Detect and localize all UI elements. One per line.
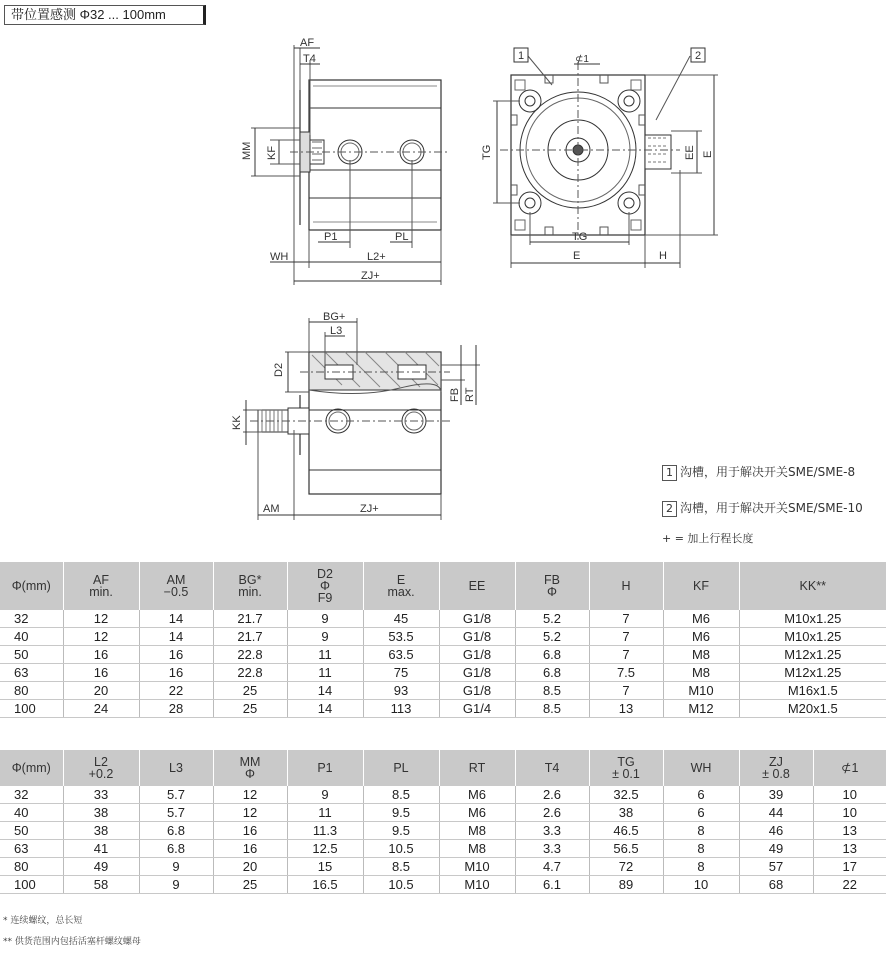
table-cell: 32.5 — [589, 786, 663, 804]
column-header-line: BG* — [238, 573, 262, 587]
table-cell: M8 — [439, 822, 515, 840]
table-cell: 8.5 — [515, 682, 589, 700]
table-cell: 13 — [813, 840, 886, 858]
table-cell: 9 — [139, 858, 213, 876]
column-header-line: P1 — [317, 761, 333, 775]
table-cell: 6.8 — [139, 822, 213, 840]
column-header — [139, 750, 213, 786]
column-header-line: KF — [693, 579, 709, 593]
table-cell: 10 — [813, 804, 886, 822]
table-cell: 11 — [287, 664, 363, 682]
table-cell: 25 — [213, 876, 287, 894]
table-row — [0, 876, 886, 894]
table-cell: 22 — [813, 876, 886, 894]
column-header-line: min. — [238, 585, 262, 599]
label-am: AM — [263, 503, 280, 515]
column-header — [813, 750, 886, 786]
column-header-line: RT — [468, 761, 486, 775]
label-wrench: ⊄1 — [575, 54, 589, 65]
table-cell: 17 — [813, 858, 886, 876]
table-cell: 14 — [139, 628, 213, 646]
side-view — [251, 45, 450, 285]
callout-1: 1 — [518, 50, 525, 62]
table-cell: M6 — [439, 786, 515, 804]
column-header — [363, 750, 439, 786]
table-cell: 7 — [589, 610, 663, 628]
table-cell: 68 — [739, 876, 813, 894]
column-header-line: PL — [393, 761, 409, 775]
label-mm: MM — [241, 141, 253, 160]
column-header — [739, 750, 813, 786]
column-header — [439, 562, 515, 610]
table-cell: 16.5 — [287, 876, 363, 894]
table-cell: M10x1.25 — [739, 628, 886, 646]
column-header-line: max. — [387, 585, 415, 599]
label-ee: EE — [684, 145, 696, 160]
label-l2: L2+ — [367, 251, 386, 263]
column-header-line: −0.5 — [163, 585, 189, 599]
table-cell: G1/8 — [439, 628, 515, 646]
column-header-line: FB — [544, 573, 560, 587]
table-cell: 75 — [363, 664, 439, 682]
table-cell: 7 — [589, 628, 663, 646]
table-cell: 57 — [739, 858, 813, 876]
lower-view — [243, 318, 480, 520]
column-header — [139, 562, 213, 610]
table-cell: 14 — [139, 610, 213, 628]
table-cell: G1/8 — [439, 610, 515, 628]
table-cell: 9.5 — [363, 804, 439, 822]
column-header-line: min. — [89, 585, 113, 599]
column-header — [363, 562, 439, 610]
table-cell: 2.6 — [515, 804, 589, 822]
table-cell: 63.5 — [363, 646, 439, 664]
table-cell: M10 — [663, 682, 739, 700]
table-cell: 20 — [213, 858, 287, 876]
column-header-line: AM — [166, 573, 186, 587]
table-cell: 8.5 — [363, 858, 439, 876]
table-row — [0, 610, 886, 628]
table-cell: 56.5 — [589, 840, 663, 858]
table-cell: 16 — [213, 822, 287, 840]
table-row — [0, 822, 886, 840]
column-header — [0, 750, 63, 786]
table-cell: 93 — [363, 682, 439, 700]
column-header-line: AF — [93, 573, 109, 587]
table-row — [0, 682, 886, 700]
table-cell: M12x1.25 — [739, 664, 886, 682]
table-cell: M6 — [663, 628, 739, 646]
column-header — [589, 750, 663, 786]
column-header-line: L3 — [169, 761, 183, 775]
column-header — [663, 750, 739, 786]
spec-table-1 — [0, 562, 886, 718]
table-cell: 63 — [0, 840, 63, 858]
table-cell: 8 — [663, 858, 739, 876]
column-header-line: WH — [690, 761, 712, 775]
table-cell: 5.7 — [139, 786, 213, 804]
table-cell: 49 — [63, 858, 139, 876]
table-cell: M6 — [663, 610, 739, 628]
table-cell: 6 — [663, 804, 739, 822]
table-cell: 33 — [63, 786, 139, 804]
column-header-line: TG — [617, 755, 635, 769]
table-cell: 12 — [63, 610, 139, 628]
footnote-1: * 连续螺纹，总长短 — [3, 916, 83, 926]
table-cell: 7.5 — [589, 664, 663, 682]
table-cell: 113 — [363, 700, 439, 718]
label-e-vertical: E — [702, 150, 714, 158]
label-rt: RT — [464, 387, 476, 402]
table-row — [0, 628, 886, 646]
column-header-line: Φ — [547, 585, 557, 599]
table-cell: 22.8 — [213, 646, 287, 664]
table-cell: 12 — [63, 628, 139, 646]
label-l3: L3 — [330, 325, 343, 337]
table-cell: 100 — [0, 876, 63, 894]
label-t4: T4 — [303, 53, 316, 65]
table-cell: 40 — [0, 628, 63, 646]
table-cell: 41 — [63, 840, 139, 858]
table-cell: 8.5 — [515, 700, 589, 718]
table-cell: 13 — [589, 700, 663, 718]
label-zj-lower: ZJ+ — [360, 503, 379, 515]
note-2: 2 沟槽，用于解决开关SME/SME-10 — [662, 499, 863, 517]
table-cell: 6.8 — [515, 646, 589, 664]
table-cell: M8 — [663, 646, 739, 664]
column-header — [739, 562, 886, 610]
spec-table-2 — [0, 750, 886, 894]
table-cell: 8 — [663, 840, 739, 858]
column-header-line: ± 0.1 — [612, 767, 640, 781]
table-row — [0, 858, 886, 876]
column-header — [589, 562, 663, 610]
table-cell: 22 — [139, 682, 213, 700]
table-cell: 21.7 — [213, 628, 287, 646]
table-cell: M10 — [439, 876, 515, 894]
table-cell: 9 — [139, 876, 213, 894]
table-cell: 49 — [739, 840, 813, 858]
table-cell: G1/8 — [439, 646, 515, 664]
table-cell: 46.5 — [589, 822, 663, 840]
table-cell: 39 — [739, 786, 813, 804]
table-cell: M12 — [663, 700, 739, 718]
table-row — [0, 804, 886, 822]
table-cell: G1/8 — [439, 664, 515, 682]
label-wh: WH — [270, 251, 289, 263]
table-cell: 46 — [739, 822, 813, 840]
table-cell: 7 — [589, 682, 663, 700]
table-cell: 16 — [63, 664, 139, 682]
column-header-line: ZJ — [769, 755, 783, 769]
table-cell: M8 — [439, 840, 515, 858]
table-cell: 25 — [213, 700, 287, 718]
table-row — [0, 646, 886, 664]
table-cell: 16 — [63, 646, 139, 664]
label-af: AF — [300, 37, 315, 49]
table-cell: 12.5 — [287, 840, 363, 858]
table-cell: 45 — [363, 610, 439, 628]
table-cell: 53.5 — [363, 628, 439, 646]
column-header-line: T4 — [544, 761, 560, 775]
column-header-line: Φ — [320, 579, 330, 593]
table-cell: G1/4 — [439, 700, 515, 718]
table-cell: 80 — [0, 858, 63, 876]
column-header-line: H — [621, 579, 631, 593]
table-cell: 63 — [0, 664, 63, 682]
table-cell: 21.7 — [213, 610, 287, 628]
table-cell: 11 — [287, 804, 363, 822]
table-cell: 15 — [287, 858, 363, 876]
table-cell: 25 — [213, 682, 287, 700]
table-cell: 12 — [213, 804, 287, 822]
section-title: 带位置感测 Φ32 ... 100mm — [4, 5, 206, 25]
table-cell: 50 — [0, 822, 63, 840]
table-cell: 8.5 — [363, 786, 439, 804]
column-header-line: +0.2 — [88, 767, 114, 781]
column-header-line: E — [396, 573, 406, 587]
table-row — [0, 786, 886, 804]
column-header — [63, 562, 139, 610]
column-header-line: KK** — [799, 579, 826, 593]
table-row — [0, 700, 886, 718]
table-cell: 40 — [0, 804, 63, 822]
table-cell: 9.5 — [363, 822, 439, 840]
label-p1: P1 — [324, 231, 338, 243]
label-tg: TG — [572, 231, 588, 243]
column-header — [515, 562, 589, 610]
table-cell: 10 — [663, 876, 739, 894]
table-cell: 16 — [213, 840, 287, 858]
column-header — [515, 750, 589, 786]
column-header-line: MM — [239, 755, 261, 769]
column-header — [663, 562, 739, 610]
table-cell: 13 — [813, 822, 886, 840]
column-header — [213, 562, 287, 610]
label-e: E — [573, 250, 581, 262]
note-1: 1 沟槽，用于解决开关SME/SME-8 — [662, 463, 855, 481]
table-cell: 9 — [287, 610, 363, 628]
note-plus: + = 加上行程长度 — [662, 532, 754, 545]
table-cell: 10.5 — [363, 840, 439, 858]
label-kf: KF — [266, 145, 278, 160]
label-fb: FB — [449, 387, 461, 402]
label-tg-vertical: TG — [481, 144, 493, 160]
table-cell: M6 — [439, 804, 515, 822]
table-cell: 16 — [139, 664, 213, 682]
column-header — [287, 562, 363, 610]
table-cell: M12x1.25 — [739, 646, 886, 664]
column-header-line: Φ(mm) — [11, 761, 51, 775]
label-kk: KK — [231, 415, 243, 430]
column-header-line: EE — [468, 579, 486, 593]
table-cell: 4.7 — [515, 858, 589, 876]
table-cell: 3.3 — [515, 822, 589, 840]
table-cell: 20 — [63, 682, 139, 700]
callout-2: 2 — [695, 50, 702, 62]
table-cell: 32 — [0, 786, 63, 804]
label-zj: ZJ+ — [361, 270, 380, 282]
footnote-2: ** 供货范围内包括活塞杆螺纹螺母 — [3, 937, 141, 947]
table-cell: 22.8 — [213, 664, 287, 682]
table-cell: 16 — [139, 646, 213, 664]
table-cell: G1/8 — [439, 682, 515, 700]
table-cell: 11 — [287, 646, 363, 664]
table-cell: 11.3 — [287, 822, 363, 840]
table-cell: 6.1 — [515, 876, 589, 894]
table-cell: 5.7 — [139, 804, 213, 822]
label-h: H — [659, 250, 667, 262]
table-row — [0, 840, 886, 858]
column-header-line: ± 0.8 — [762, 767, 790, 781]
table-cell: 28 — [139, 700, 213, 718]
table-cell: 10 — [813, 786, 886, 804]
table-cell: M8 — [663, 664, 739, 682]
column-header — [213, 750, 287, 786]
column-header — [0, 562, 63, 610]
table-cell: 14 — [287, 700, 363, 718]
table-cell: 38 — [63, 822, 139, 840]
table-cell: 72 — [589, 858, 663, 876]
table-cell: M10x1.25 — [739, 610, 886, 628]
table-cell: 32 — [0, 610, 63, 628]
table-row — [0, 664, 886, 682]
table-cell: 24 — [63, 700, 139, 718]
column-header — [439, 750, 515, 786]
table-cell: 100 — [0, 700, 63, 718]
table-cell: 9 — [287, 628, 363, 646]
label-d2: D2 — [273, 362, 285, 377]
table-cell: 50 — [0, 646, 63, 664]
table-cell: 14 — [287, 682, 363, 700]
table-cell: M16x1.5 — [739, 682, 886, 700]
table-cell: 2.6 — [515, 786, 589, 804]
table-cell: 6.8 — [515, 664, 589, 682]
column-header-line: Φ — [245, 767, 255, 781]
table-cell: 12 — [213, 786, 287, 804]
column-header — [63, 750, 139, 786]
table-cell: 6 — [663, 786, 739, 804]
table-cell: 7 — [589, 646, 663, 664]
column-header-line: L2 — [94, 755, 108, 769]
table-cell: 10.5 — [363, 876, 439, 894]
column-header-line: F9 — [317, 591, 333, 605]
table-cell: 38 — [589, 804, 663, 822]
table-cell: 6.8 — [139, 840, 213, 858]
table-cell: M20x1.5 — [739, 700, 886, 718]
table-cell: 80 — [0, 682, 63, 700]
column-header-line: Φ(mm) — [11, 579, 51, 593]
column-header-line: D2 — [317, 567, 333, 581]
table-cell: 9 — [287, 786, 363, 804]
table-cell: 5.2 — [515, 610, 589, 628]
column-header — [287, 750, 363, 786]
table-cell: 8 — [663, 822, 739, 840]
table-cell: 38 — [63, 804, 139, 822]
column-header-line: ⊄1 — [841, 761, 859, 775]
table-cell: 44 — [739, 804, 813, 822]
table-cell: 89 — [589, 876, 663, 894]
table-cell: 5.2 — [515, 628, 589, 646]
table-cell: 3.3 — [515, 840, 589, 858]
table-cell: M10 — [439, 858, 515, 876]
table-cell: 58 — [63, 876, 139, 894]
label-bg: BG+ — [323, 311, 346, 323]
label-pl: PL — [395, 231, 409, 243]
